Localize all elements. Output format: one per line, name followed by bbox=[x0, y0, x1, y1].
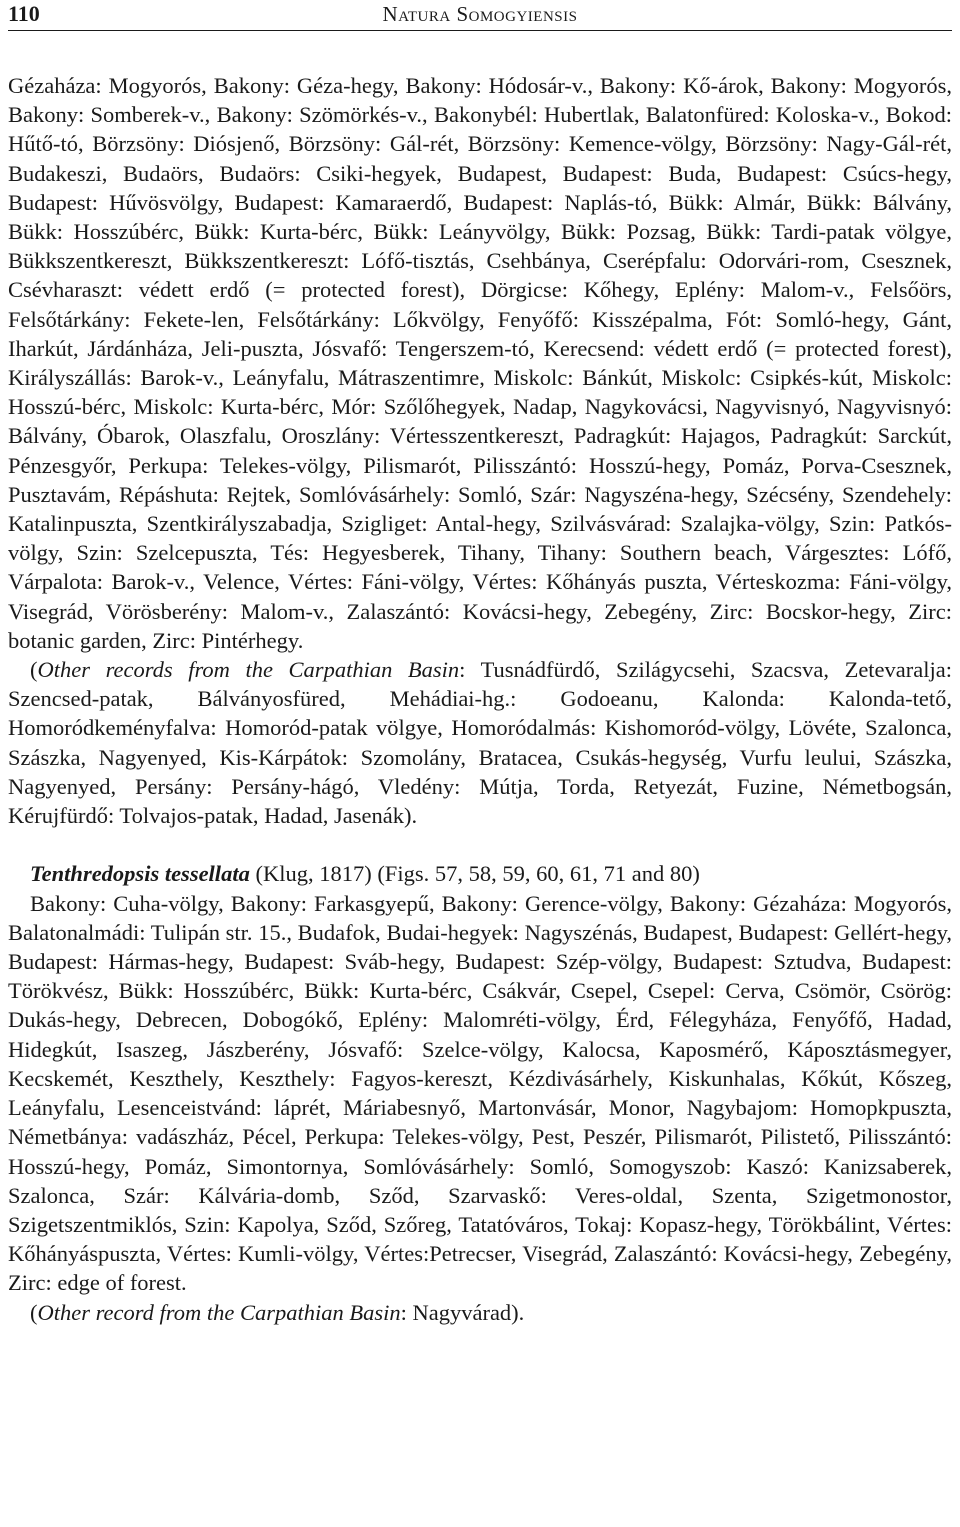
locality-paragraph: Gézaháza: Mogyorós, Bakony: Géza-hegy, Bakony: Hódosár-v., Bakony: Kő-árok, Bakony: Mogyorós, Bakony: Somberek-v., Bakony: Szömörkés-v., Bakonybél: Hubertlak, Balatonfüred: Koloska-v., Bokod: Hűtő-tó, Börzsöny: Diósjenő, Börzsöny: Gál-rét, Börzsöny: Kemence-völgy, Börzsöny: Nagy-Gál-rét, Budakeszi, Budaörs, Budaörs: Csiki-hegyek, Budapest, Budapest: Buda, Budapest: Csúcs-hegy, Budapest: Hűvösvölgy, Budapest: Kamaraerdő, Budapest: Naplás-tó, Bükk: Almár, Bükk: Bálvány, Bükk: Hosszúbérc, Bükk: Kurta-bérc, Bükk: Leányvölgy, Bükk: Pozsag, Bükk: Tardi-patak völgye, Bükkszentkereszt, Bükkszentkereszt: Lófő-tisztás, Csehbánya, Cserépfalu: Odorvári-rom, Csesznek, Csévharaszt: védett erdő (= protected forest), Dörgicse: Kőhegy, Eplény: Malom-v., Felsőörs, Felsőtárkány: Fekete-len, Felsőtárkány: Lőkvölgy, Fenyőfő: Kisszépalma, Fót: Somló-hegy, Gánt, Iharkút, Járdánháza, Jeli-puszta, Jósvafő: Tengerszem-tó, Kerecsend: védett erdő (= protected forest), Királyszállás: Barok-v., Leányfalu, Mátraszentimre, Miskolc: Bánkút, Miskolc: Csipkés-kút, Miskolc: Hosszú-bérc, Miskolc: Kurta-bérc, Mór: Szőlőhegyek, Nadap, Nagykovácsi, Nagyvisnyó, Nagyvisnyó: Bálvány, Óbarok, Olaszfalu, Oroszlány: Vértesszentkereszt, Padragkút: Hajagos, Padragkút: Sarckút, Pénzesgyőr, Perkupa: Telekes-völgy, Pilismarót, Pilisszántó: Hosszú-hegy, Pomáz, Porva-Csesznek, Pusztavám, Répáshuta: Rejtek, Somlóvásárhely: Somló, Szár: Nagyszéna-hegy, Szécsény, Szendehely: Katalinpuszta, Szentkirályszabadja, Szigliget: Antal-hegy, Szilvásvárad: Szalajka-völgy, Szin: Patkós-völgy, Szin: Szelcepuszta, Tés: Hegyesberek, Tihany, Tihany: Southern beach, Várgesztes: Lófő, Várpalota: Barok-v., Velence, Vértes: Fáni-völgy, Vértes: Kőhányás puszta, Vérteskozma: Fáni-völgy, Visegrád, Vörösberény: Malom-v., Zalaszántó: Kovácsi-hegy, Zebegény, Zirc: Bocskor-hegy, Zirc: botanic garden, Zirc: Pintérhegy. bbox=[8, 73, 952, 653]
running-title: Natura Somogyiensis bbox=[382, 2, 578, 26]
species-heading bbox=[8, 859, 952, 888]
carpathian-record-text: : Nagyvárad). bbox=[400, 1299, 525, 1325]
species-authority: (Klug, 1817) (Figs. 57, 58, 59, 60, 61, 71 and 80) bbox=[249, 861, 700, 887]
carpathian-records-label: Other records from the Carpathian Basin bbox=[37, 657, 460, 683]
page-header bbox=[8, 0, 952, 31]
open-paren: ( bbox=[30, 657, 38, 683]
carpathian-record-label: Other record from the Carpathian Basin bbox=[37, 1299, 401, 1325]
carpathian-records-paragraph bbox=[8, 655, 952, 830]
body-text bbox=[8, 71, 952, 1327]
carpathian-record-paragraph bbox=[8, 1298, 952, 1327]
page-number: 110 bbox=[8, 1, 40, 26]
species-locality-paragraph: Bakony: Cuha-völgy, Bakony: Farkasgyepű, Bakony: Gerence-völgy, Bakony: Gézaháza: Mogyorós, Balatonalmádi: Tulipán str. 15., Budafok, Budai-hegyek: Nagyszénás, Budapest, Budapest: Gellért-hegy, Budapest: Hármas-hegy, Budapest: Sváb-hegy, Budapest: Szép-völgy, Budapest: Sztudva, Budapest: Törökvész, Bükk: Hosszúbérc, Bükk: Kurta-bérc, Csákvár, Csepel, Csepel: Cerva, Csömör, Csörög: Dukás-hegy, Debrecen, Dobogókő, Eplény: Malomréti-völgy, Érd, Félegyháza, Fenyőfő, Hadad, Hidegkút, Isaszeg, Jászberény, Jósvafő: Szelce-völgy, Kalocsa, Kaposmérő, Káposztásmegyer, Kecskemét, Keszthely, Keszthely: Fagyos-kereszt, Kézdivásárhely, Kiskunhalas, Kőkút, Kőszeg, Leányfalu, Lesenceistvánd: láprét, Máriabesnyő, Martonvásár, Monor, Nagybajom: Homopkpuszta, Németbánya: vadászház, Pécel, Perkupa: Telekes-völgy, Pest, Peszér, Pilismarót, Pilistető, Pilisszántó: Hosszú-hegy, Pomáz, Simontornya, Somlóvásárhely: Somló, Somogyszob: Kaszó: Kanizsaberek, Szalonca, Szár: Kálvária-domb, Sződ, Szarvaskő: Veres-oldal, Szenta, Szigetmonostor, Szigetszentmiklós, Szin: Kapolya, Sződ, Szőreg, Tatatóváros, Tokaj: Kopasz-hegy, Törökbálint, Vértes: Kőhányáspuszta, Vértes: Kumli-völgy, Vértes:Petrecser, Visegrád, Zalaszántó: Kovácsi-hegy, Zebegény, Zirc: edge of forest. bbox=[8, 890, 952, 1296]
open-paren-2: ( bbox=[30, 1299, 38, 1325]
species-name: Tenthredopsis tessellata bbox=[30, 861, 250, 887]
carpathian-records-text: : Tusnádfürdő, Szilágycsehi, Szacsva, Zetevaralja: Szencsed-patak, Bálványosfüred, Mehádiai-hg.: Godoeanu, Kalonda: Kalonda-tető, Homoródkeményfalva: Homoród-patak völgye, Homoródalmás: Kishomoród-völgy, Lövéte, Szalonca, Szászka, Nagyenyed, Kis-Kárpátok: Szomolány, Bratacea, Csukás-hegység, Vurfu leului, Szászka, Nagyenyed, Persány: Persány-hágó, Vledény: Mútja, Torda, Retyezát, Fuzine, Németbogsán, Kérujfürdő: Tolvajos-patak, Hadad, Jasenák). bbox=[8, 657, 952, 829]
